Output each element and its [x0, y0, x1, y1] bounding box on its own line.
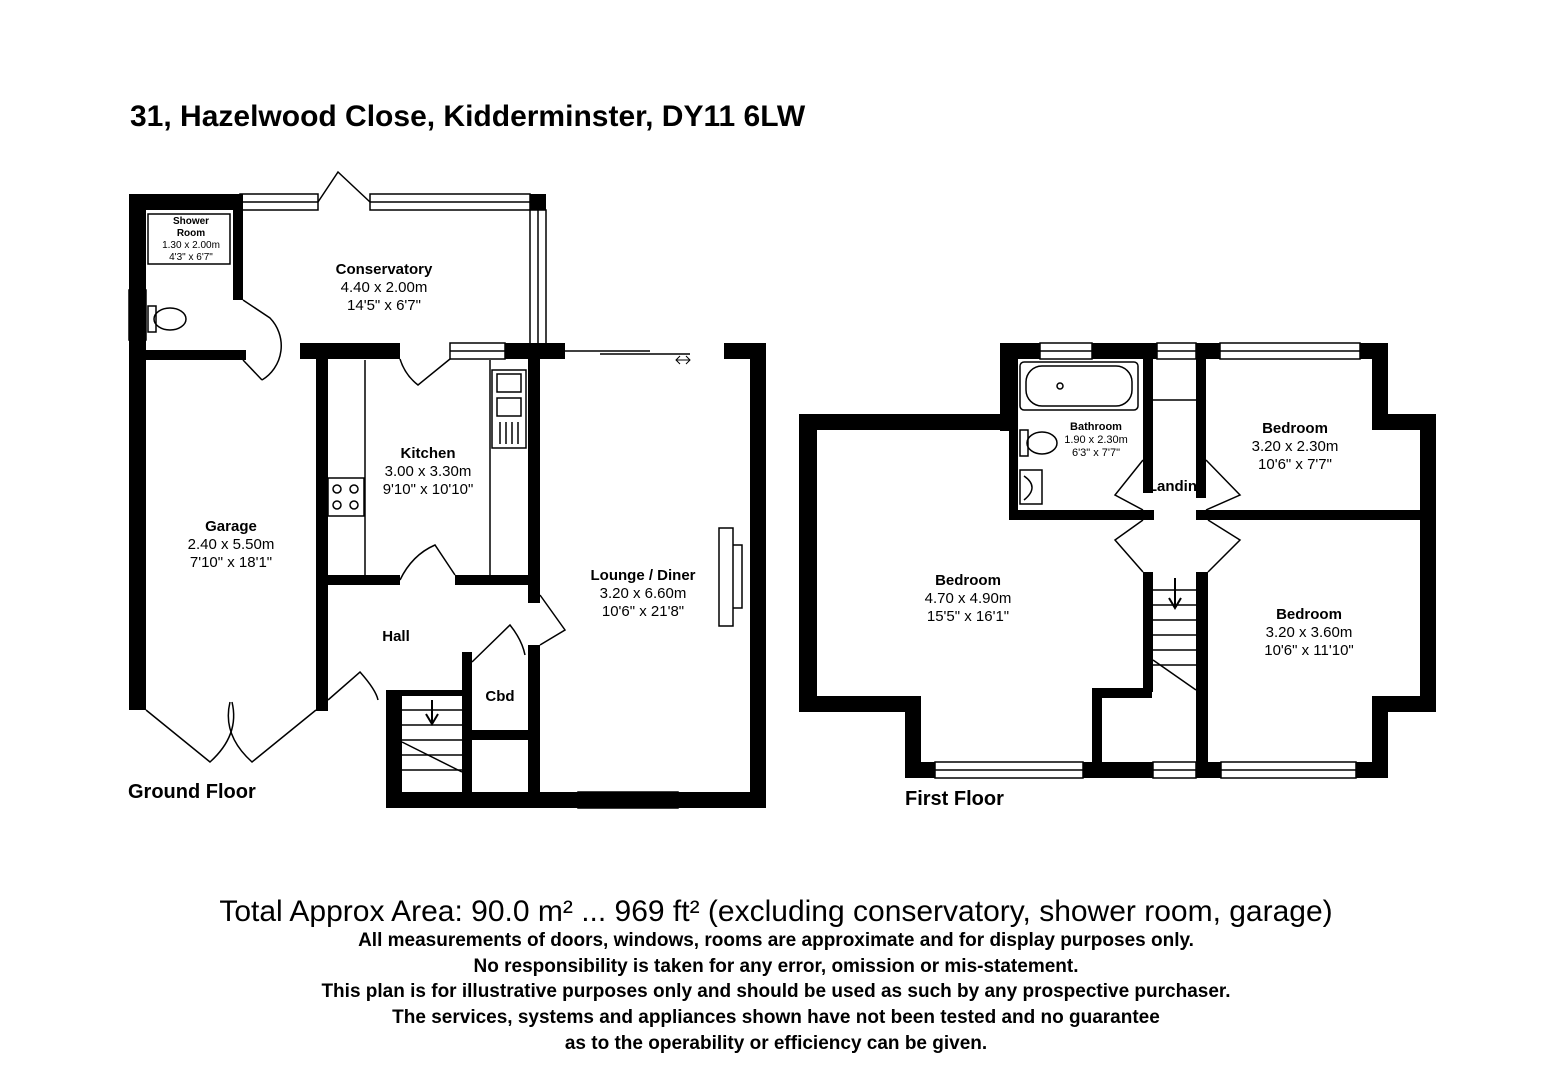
first-floor-label: First Floor [905, 788, 1004, 810]
room-name: Garage [205, 518, 257, 535]
room-bedroom-3 [1264, 606, 1354, 660]
room-metric: 1.30 x 2.00m [162, 240, 220, 251]
page-title: 31, Hazelwood Close, Kidderminster, DY11 6LW [130, 100, 806, 133]
room-imperial: 4'3" x 6'7" [169, 252, 213, 263]
room-metric: 2.40 x 5.50m [187, 536, 275, 553]
room-metric: 3.20 x 6.60m [599, 585, 687, 602]
room-hall [382, 628, 410, 646]
room-name: Hall [382, 628, 410, 645]
room-name: Bedroom [935, 572, 1001, 589]
room-metric: 4.70 x 4.90m [924, 590, 1012, 607]
room-name: Bedroom [1276, 606, 1342, 623]
room-shower-room [162, 216, 220, 264]
room-metric: 1.90 x 2.30m [1064, 434, 1128, 447]
disclaimer-line: This plan is for illustrative purposes only and should be used as such by any prospective purchaser. [321, 981, 1231, 1003]
room-imperial: 15'5" x 16'1" [926, 608, 1010, 625]
room-garage [188, 518, 275, 572]
room-name: Conservatory [335, 261, 433, 278]
footer-disclaimer [0, 895, 1552, 1056]
room-cbd [485, 688, 514, 706]
disclaimer-line: The services, systems and appliances shown have not been tested and no guarantee [392, 1006, 1160, 1028]
room-bathroom [1064, 421, 1128, 461]
room-imperial: 9'10" x 10'10" [382, 481, 474, 498]
room-name: Shower Room [172, 216, 210, 239]
room-name: Cbd [485, 688, 515, 705]
room-metric: 3.20 x 3.60m [1265, 624, 1353, 641]
room-landing [1148, 478, 1206, 496]
room-imperial: 6'3" x 7'7" [1071, 447, 1121, 460]
room-imperial: 10'6" x 11'10" [1264, 642, 1354, 659]
room-name: Bedroom [1262, 420, 1328, 437]
room-name: Landing [1147, 478, 1207, 495]
room-bedroom-1 [1252, 420, 1339, 474]
room-kitchen [383, 445, 474, 499]
room-name: Bathroom [1070, 421, 1122, 433]
ground-floor-label: Ground Floor [128, 781, 256, 803]
room-bedroom-2 [925, 572, 1012, 626]
first-floor-plan [799, 343, 1436, 778]
disclaimer-line: No responsibility is taken for any error, omission or mis-statement. [473, 955, 1079, 977]
room-imperial: 10'6" x 21'8" [601, 603, 685, 620]
room-imperial: 10'6" x 7'7" [1258, 456, 1332, 473]
ground-floor-plan [129, 194, 766, 808]
room-lounge-diner [591, 567, 696, 621]
room-name: Kitchen [400, 445, 456, 462]
disclaimer-line: as to the operability or efficiency can be given. [564, 1032, 988, 1054]
room-imperial: 7'10" x 18'1" [189, 554, 273, 571]
room-imperial: 14'5" x 6'7" [347, 297, 421, 314]
room-metric: 3.00 x 3.30m [384, 463, 472, 480]
disclaimer-line: All measurements of doors, windows, rooms are approximate and for display purposes only. [358, 930, 1194, 951]
room-name: Lounge / Diner [590, 567, 696, 584]
room-metric: 3.20 x 2.30m [1251, 438, 1339, 455]
room-metric: 4.40 x 2.00m [340, 279, 428, 296]
total-area: Total Approx Area: 90.0 m² ... 969 ft² (excluding conservatory, shower room, garage) [219, 895, 1333, 928]
room-conservatory [336, 261, 433, 315]
